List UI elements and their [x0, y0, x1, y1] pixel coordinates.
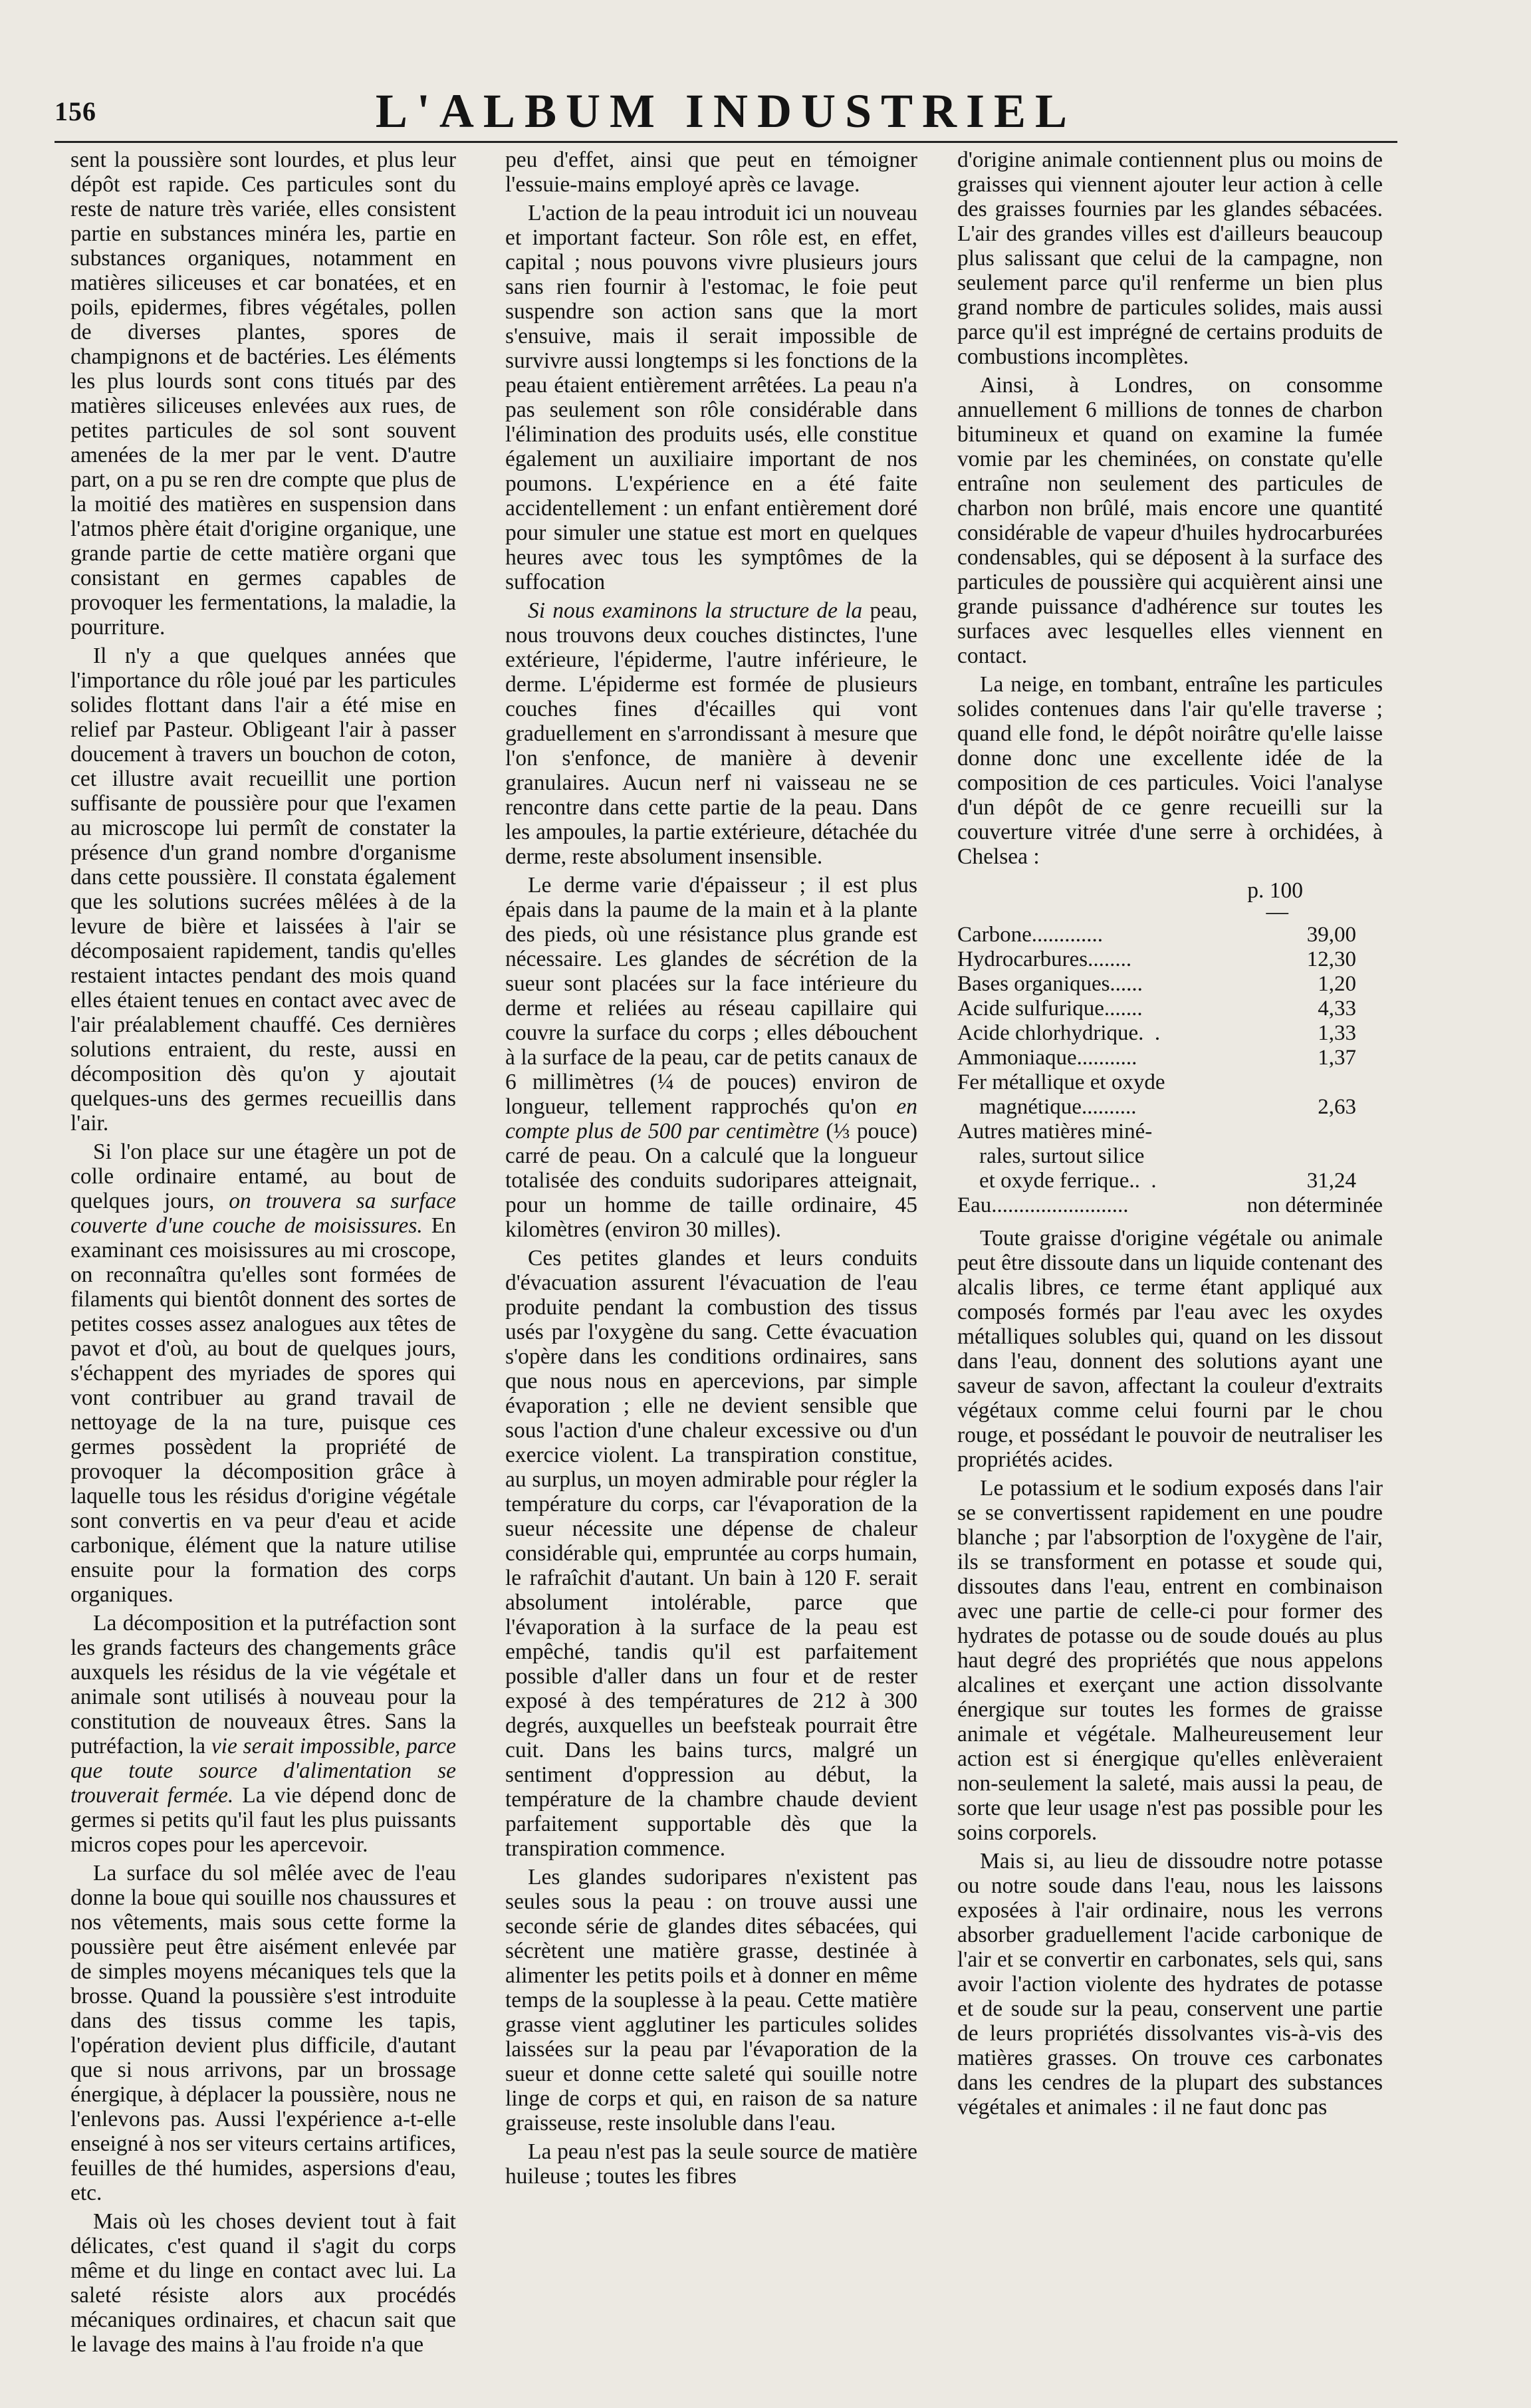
analysis-component: magnétique.......... — [957, 1095, 1137, 1119]
analysis-value: non déterminée — [1246, 1193, 1383, 1217]
text-run: Si l'on place sur une étagère un pot de colle ordinaire entamé, au bout de quelques jours, — [70, 1140, 456, 1213]
analysis-component: Fer métallique et oxyde — [957, 1070, 1165, 1094]
analysis-row — [957, 923, 1383, 947]
analysis-row — [957, 1070, 1383, 1095]
analysis-component: Autres matières miné- — [957, 1120, 1153, 1144]
paragraph: Ainsi, à Londres, on consomme annuellement 6 millions de tonnes de charbon bitumineux et quand on examine la fumée vomie par les cheminées, on constate qu'elle entraîne non seulement des particules de charbon non brûlé, mais encore une quantité considérable de vapeur d'huiles hydrocarburées condensables, qui se déposent à la surface des particules de poussière qui acquièrent ainsi une grande puissance d'adhérence sur toutes les surfaces avec lesquelles elles viennent en contact. — [957, 373, 1383, 668]
analysis-value: 2,63 — [1318, 1095, 1356, 1119]
analysis-table — [957, 923, 1383, 1218]
paragraph: d'origine animale contiennent plus ou moins de graisses qui viennent ajouter leur action à celle des graisses fournies par les glandes sébacées. L'air des grandes villes est d'ailleurs beaucoup plus salissant que celui de la campagne, non seulement parce qu'il renferme un bien plus grand nombre de particules solides, mais aussi parce qu'il est imprégné de certains produits de combustions incomplètes. — [957, 148, 1383, 369]
analysis-component: rales, surtout silice — [957, 1144, 1145, 1168]
paragraph: La neige, en tombant, entraîne les particules solides contenues dans l'air qu'elle traverse ; quand elle fond, le dépôt noirâtre qu'elle laisse donne donc une excellente idée de la composition de ces particules. Voici l'analyse d'un dépôt de ce genre recueilli sur la couverture vitrée d'une serre à orchidées, à Chelsea : — [957, 672, 1383, 869]
analysis-row — [957, 1120, 1383, 1144]
paragraph: La surface du sol mêlée avec de l'eau donne la boue qui souille nos chaussures et nos vêtements, mais sous cette forme la poussière peut être aisément enlevée par de simples moyens mécaniques tels que la brosse. Quand la poussière s'est introduite dans des tissus comme les tapis, l'opération devient plus difficile, d'autant que si nous arrivons, par un brossage énergique, à déplacer la poussière, nous ne l'enlevons pas. Aussi l'expérience a-t-elle enseigné à nos ser viteurs certains artifices, feuilles de thé humides, aspersions d'eau, etc. — [70, 1861, 456, 2205]
analysis-row — [957, 1021, 1383, 1046]
analysis-value — [1203, 1070, 1383, 1095]
paragraph — [505, 598, 917, 869]
analysis-value: 4,33 — [1318, 997, 1356, 1021]
paragraph: Mais si, au lieu de dissoudre notre potasse ou notre soude dans l'eau, nous les laissons exposées à l'air ordinaire, nous les verrons absorber graduellement l'acide carbonique de l'air et se convertir en carbonates, sels qui, sans avoir l'action violente des hydrates de potasse et de soude sur la peau, conservent une partie de leurs propriétés dissolvantes vis-à-vis des matières grasses. On trouve ces carbonates dans les cendres de la plupart des substances végétales et animales : il ne faut donc pas — [957, 1849, 1383, 2119]
analysis-component: Acide sulfurique....... — [957, 997, 1143, 1021]
analysis-row — [957, 997, 1383, 1021]
text-column-right — [957, 148, 1383, 2361]
paragraph: La peau n'est pas la seule source de matière huileuse ; toutes les fibres — [505, 2139, 917, 2189]
paragraph — [70, 1611, 456, 1857]
analysis-value: 1,20 — [1318, 972, 1356, 996]
analysis-row — [957, 1144, 1383, 1169]
analysis-value: 1,33 — [1318, 1021, 1356, 1045]
text-run: La décomposition et la putréfaction sont les grands facteurs des changements grâce auxquels les résidus de la vie végétale et animale sont utilisés à nouveau pour la constitution de nouveaux êtres. Sans la putréfaction, la — [70, 1611, 456, 1758]
analysis-component: et oxyde ferrique.. . — [957, 1169, 1157, 1193]
header-rule — [55, 141, 1397, 143]
analysis-component: Carbone............. — [957, 923, 1104, 947]
page-number: 156 — [55, 96, 96, 126]
analysis-row — [957, 1095, 1383, 1120]
italic-text: Si nous examinons la structure de la — [528, 598, 863, 623]
text-column-left — [70, 148, 456, 2361]
analysis-row — [957, 1046, 1383, 1070]
analysis-component: Eau......................... — [957, 1193, 1129, 1217]
analysis-value: 12,30 — [1306, 947, 1356, 971]
paragraph: sent la poussière sont lourdes, et plus leur dépôt est rapide. Ces particules sont du reste de nature très variée, elles consistent partie en substances minéra les, partie en substances organiques, notamment en matières siliceuses et car bonatées, et en poils, epidermes, fibres végétales, pollen de diverses plantes, spores de champignons et de bactéries. Les éléments les plus lourds sont cons titués par des matières siliceuses enlevées aux rues, de petites particules de sol sont souvent amenées de la mer par le vent. D'autre part, on a pu se ren dre compte que plus de la moitié des matières en suspension dans l'atmos phère était d'origine organique, une grande partie de cette matière organi que consistant en germes capables de provoquer les fermentations, la maladie, la pourriture. — [70, 148, 456, 640]
analysis-row — [957, 1169, 1383, 1193]
analysis-component: Hydrocarbures........ — [957, 947, 1132, 971]
analysis-value — [1203, 1120, 1383, 1144]
text-run: La vie dépend donc de germes si petits qu'il faut les plus puissants micros copes pour les apercevoir. — [70, 1783, 456, 1857]
italic-text: en compte plus de 500 par centimètre — [505, 1094, 917, 1144]
paragraph: Mais où les choses devient tout à fait délicates, c'est quand il s'agit du corps même et du linge en contact avec lui. La saleté résiste alors aux procédés mécaniques ordinaires, et chacun sait que le lavage des mains à l'au froide n'a que — [70, 2209, 456, 2357]
paragraph: Il n'y a que quelques années que l'importance du rôle joué par les particules solides flottant dans l'air a été mise en relief par Pasteur. Obligeant l'air à passer doucement à travers un bouchon de coton, cet illustre avait recueillit une portion suffisante de poussière pour que l'examen au microscope lui permît de constater la présence d'un grand nombre d'organisme dans cette poussière. Il constata également que les solutions sucrées mêlées à de la levure de bière et laissées à l'air se décomposaient rapidement, tandis qu'elles restaient intactes pendant des mois quand elles étaient tenues en contact avec avec de l'air préalablement chauffé. Ces dernières solutions entraient, du reste, aussi en décomposition dès qu'on y ajoutait quelques-uns des germes recueillis dans l'air. — [70, 644, 456, 1136]
text-run: (⅓ pouce) carré de peau. On a calculé que la longueur totalisée des conduits sudoripares atteignait, pour un homme de taille ordinaire, 45 kilomètres (environ 30 milles). — [505, 1119, 917, 1242]
text-column-middle — [505, 148, 917, 2361]
journal-title: L'ALBUM INDUSTRIEL — [375, 84, 1077, 138]
analysis-value: 1,37 — [1318, 1046, 1356, 1070]
analysis-component: Ammoniaque........... — [957, 1046, 1137, 1070]
paragraph: Les glandes sudoripares n'existent pas seules sous la peau : on trouve aussi une seconde série de glandes dites sébacées, qui sécrètent une matière grasse, destinée à alimenter les petits poils et à donner en même temps de la souplesse à la peau. Cette matière grasse vient agglutiner les particules solides laissées sur la peau par l'évaporation de la sueur et donne cette saleté qui souille notre linge de corps et qui, en raison de sa nature graisseuse, reste insoluble dans l'eau. — [505, 1865, 917, 2135]
italic-text: vie serait impossible, parce que toute source d'alimentation se trouverait fermée. — [70, 1734, 456, 1808]
analysis-value: 31,24 — [1306, 1169, 1356, 1193]
analysis-unit: p. 100 — [1247, 878, 1303, 903]
text-run: En examinant ces moisissures au mi croscope, on reconnaîtra qu'elles sont formées de filaments qui bientôt donnent des sortes de petites cosses assez analogues aux têtes de pavot et d'où, au bout de quelques jours, s'échappent des myriades de spores qui vont contribuer au grand travail de nettoyage de la na ture, puisque ces germes possèdent la propriété de provoquer la décomposition grâce à laquelle tous les résidus d'origine végétale sont convertis en va peur d'eau et acide carbonique, élément que la nature utilise ensuite pour la formation des corps organiques. — [70, 1213, 456, 1607]
paragraph: L'action de la peau introduit ici un nouveau et important facteur. Son rôle est, en effet, capital ; nous pouvons vivre plusieurs jours sans rien fournir à l'estomac, le foie peut suspendre son action sans que la mort s'ensuive, mais il serait impossible de survivre aussi longtemps si les fonctions de la peau étaient entièrement arrêtées. La peau n'a pas seulement son rôle considérable dans l'élimination des produits usés, elle constitue également un auxiliaire important de nos poumons. L'expérience en a été faite accidentellement : un enfant entièrement doré pour simuler une statue est mort en quelques heures avec tous les symptômes de la suffocation — [505, 201, 917, 594]
italic-text: on trouvera sa surface couverte d'une couche de moisissures. — [70, 1189, 456, 1238]
paragraph: Ces petites glandes et leurs conduits d'évacuation assurent l'évacuation de l'eau produite pendant la combustion des tissus usés par l'oxygène du sang. Cette évacuation s'opère dans les conditions ordinaires, sans que nous nous en apercevions, par simple évaporation ; elle ne devient sensible que sous l'action d'une chaleur excessive ou d'un exercice violent. La transpiration constitue, au surplus, un moyen admirable pour régler la température du corps, car l'évaporation de la sueur nécessite une dépense de chaleur considérable qui, empruntée au corps humain, le rafraîchit d'autant. Un bain à 120 F. serait absolument intolérable, parce que l'évaporation à la surface de la peau est empêché, tandis qu'il est parfaitement possible d'aller dans un four et de rester exposé à des températures de 212 à 300 degrés, auxquelles un beefsteak pourrait être cuit. Dans les bains turcs, malgré un sentiment d'oppression au début, la température de la chambre chaude devient parfaitement supportable dès que la transpiration commence. — [505, 1246, 917, 1861]
paragraph: peu d'effet, ainsi que peut en témoigner l'essuie-mains employé après ce lavage. — [505, 148, 917, 197]
paragraph: Le potassium et le sodium exposés dans l'air se se convertissent rapidement en une poudre blanche ; par l'absorption de l'oxygène de l'air, ils se transforment en potasse et soude qui, dissoutes dans l'eau, entrent en combinaison avec une partie de celle-ci pour former des hydrates de potasse ou de soude doués au plus haut degré des propriétés que nous appelons alcalines et exerçant une action dissolvante énergique sur toutes les formes de graisse animale et végétale. Malheureusement leur action est si énergique qu'elles enlèveraient non-seulement la saleté, mais aussi la peau, de sorte que leur usage n'est pas possible pour les soins corporels. — [957, 1476, 1383, 1845]
analysis-value — [1203, 1144, 1383, 1169]
text-run: Le derme varie d'épaisseur ; il est plus épais dans la paume de la main et à la plante des pieds, où une résistance plus grande est nécessaire. Les glandes de sécrétion de la sueur sont placées sur la face intérieure du derme et reliées au réseau capillaire qui couvre la surface du corps ; elles débouchent à la surface de la peau, car de petits canaux de 6 millimètres (¼ de pouces) environ de longueur, tellement rapprochés qu'on — [505, 873, 917, 1119]
analysis-row — [957, 1193, 1383, 1218]
paragraph — [70, 1140, 456, 1607]
analysis-row — [957, 972, 1383, 997]
analysis-row — [957, 947, 1383, 972]
paragraph: Toute graisse d'origine végétale ou animale peut être dissoute dans un liquide contenant des alcalis libres, ce terme étant appliqué aux composés formés par l'eau avec les oxydes métalliques solubles qui, quand on les dissout dans l'eau, donnent des solutions ayant une saveur de savon, affectant la couleur d'extraits végétaux comme celui fourni par le chou rouge, et possédant le pouvoir de neutraliser les propriétés acides. — [957, 1226, 1383, 1472]
analysis-component: Bases organiques...... — [957, 972, 1143, 996]
text-run: peau, nous trouvons deux couches distinctes, l'une extérieure, l'épiderme, l'autre inférieure, le derme. L'épiderme est formée de plusieurs couches fines d'écailles qui vont graduellement en s'arrondissant à mesure que l'on s'enfonce, de manière à devenir granulaires. Aucun nerf ni vaisseau ne se rencontre dans cette partie de la peau. Dans les ampoules, la partie extérieure, détachée du derme, reste absolument insensible. — [505, 598, 917, 869]
analysis-dash: — — [1266, 900, 1288, 924]
analysis-value: 39,00 — [1306, 923, 1356, 947]
analysis-component: Acide chlorhydrique. . — [957, 1021, 1161, 1045]
paragraph — [505, 873, 917, 1242]
